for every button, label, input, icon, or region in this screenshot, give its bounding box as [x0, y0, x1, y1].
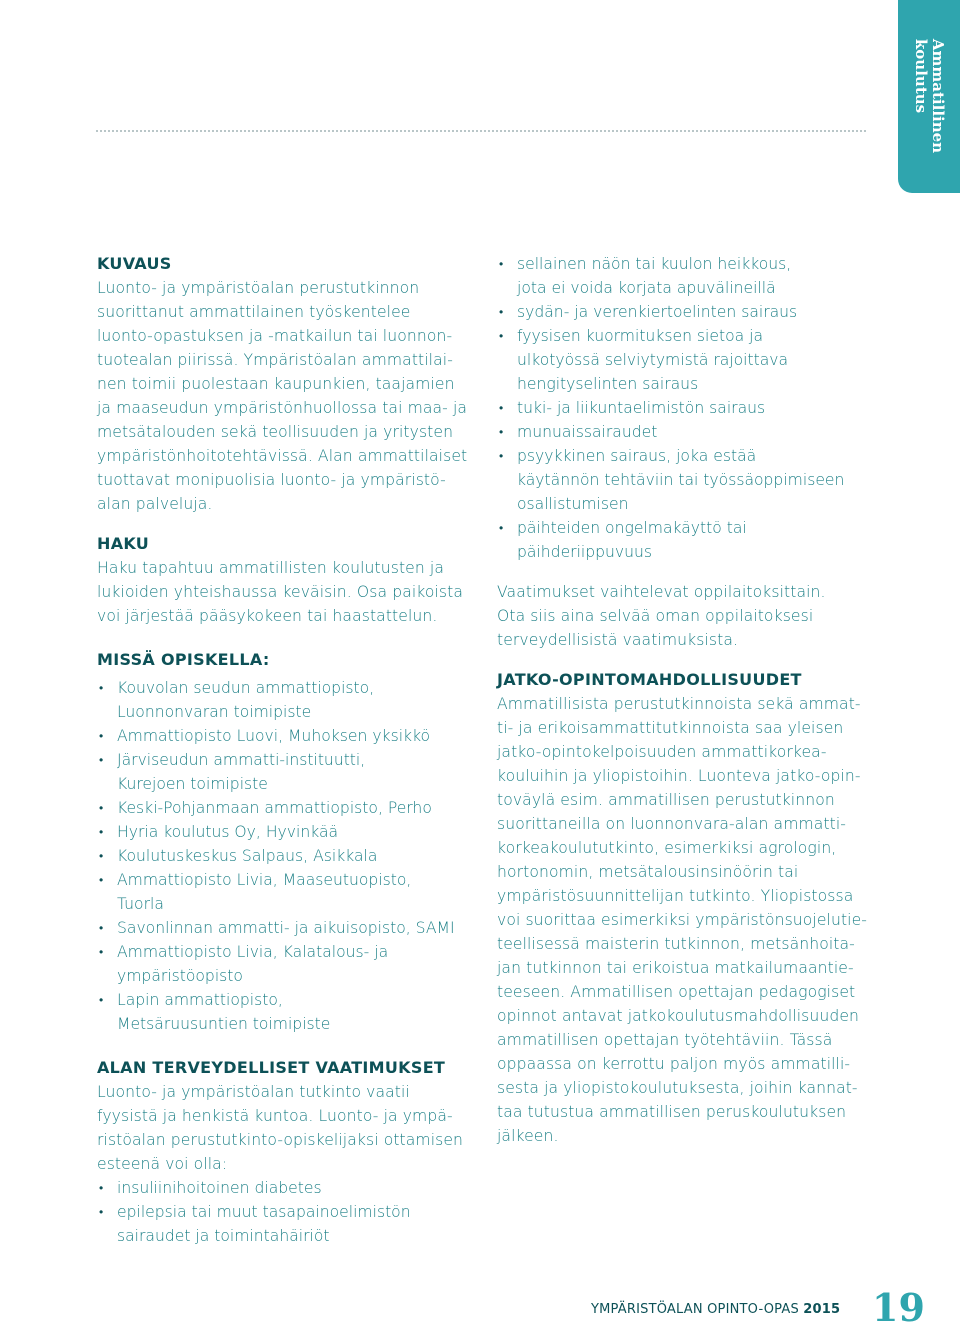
text-line: Ammatillisista perustutkinnoista sekä ammat- — [497, 695, 861, 713]
text-line: teeseen. Ammatillisen opettajan pedagogiset — [497, 983, 856, 1001]
list-item — [97, 724, 482, 748]
left-column — [97, 252, 482, 1248]
list-item — [97, 916, 482, 940]
list-item-line: Tuorla — [117, 895, 164, 913]
list-item-line: jota ei voida korjata apuvälineillä — [517, 279, 776, 297]
list-item-line: munuaissairaudet — [517, 423, 658, 441]
section-tab-line-1: Ammatillinen — [929, 38, 947, 154]
list-item-line: Luonnonvaran toimipiste — [117, 703, 312, 721]
text-line: Vaatimukset vaihtelevat oppilaitoksittain. — [497, 583, 826, 601]
list-item-line: ulkotyössä selviytymistä rajoittava — [517, 351, 789, 369]
terveys-heading: ALAN TERVEYDELLISET VAATIMUKSET — [97, 1058, 446, 1077]
footer-title-text: YMPÄRISTÖALAN OPINTO-OPAS — [591, 1302, 799, 1317]
missa-heading: MISSÄ OPISKELLA: — [97, 650, 270, 669]
text-line: suorittanut ammattilainen työskentelee — [97, 303, 411, 321]
list-item-line: sydän- ja verenkiertoelinten sairaus — [517, 303, 798, 321]
text-line: tuottavat monipuolisia luonto- ja ympäristö- — [97, 471, 446, 489]
text-line: suorittaneilla on luonnonvara-alan ammatti- — [497, 815, 847, 833]
list-item-line: insuliinihoitoinen diabetes — [117, 1179, 322, 1197]
text-line: Luonto- ja ympäristöalan perustutkinnon — [97, 279, 420, 297]
footer-year: 2015 — [803, 1302, 841, 1317]
terveys-list — [97, 1176, 482, 1248]
text-line: ristöalan perustutkinto-opiskelijaksi ottamisen — [97, 1131, 464, 1149]
terveys-text — [97, 1080, 482, 1176]
list-item-line: tuki- ja liikuntaelimistön sairaus — [517, 399, 766, 417]
haku-text — [97, 556, 482, 628]
text-line: voi suorittaa esimerkiksi ympäristönsuojelutie- — [497, 911, 868, 929]
list-item-line: ympäristöopisto — [117, 967, 243, 985]
list-item-line: Lapin ammattiopisto, — [117, 991, 283, 1009]
kuvaus-heading: KUVAUS — [97, 254, 172, 273]
section-tab — [898, 0, 960, 193]
text-line: ja maaseudun ympäristönhuollossa tai maa- ja — [97, 399, 468, 417]
text-line: ti- ja erikoisammattitutkinnoista saa yleisen — [497, 719, 844, 737]
list-item-line: sairaudet ja toimintahäiriöt — [117, 1227, 330, 1245]
haku-heading: HAKU — [97, 534, 150, 553]
list-item — [97, 748, 482, 796]
text-line: nen toimii puolestaan kaupunkien, taajamien — [97, 375, 455, 393]
list-item-line: epilepsia tai muut tasapainoelimistön — [117, 1203, 411, 1221]
text-line: opinnot antavat jatkokoulutusmahdollisuuden — [497, 1007, 859, 1025]
list-item — [97, 844, 482, 868]
text-line: toväylä esim. ammatillisen perustutkinnon — [497, 791, 835, 809]
list-item — [97, 940, 482, 988]
text-line: sesta ja yliopistokoulutuksesta, joihin kannat- — [497, 1079, 858, 1097]
kuvaus-text — [97, 276, 482, 516]
list-item-line: hengityselinten sairaus — [517, 375, 699, 393]
text-line: jatko-opintokelpoisuuden ammattikorkea- — [497, 743, 827, 761]
text-line: terveydellisistä vaatimuksista. — [497, 631, 739, 649]
list-item-line: Keski-Pohjanmaan ammattiopisto, Perho — [117, 799, 432, 817]
text-line: voi järjestää pääsykokeen tai haastattelun. — [97, 607, 438, 625]
text-line: kouluihin ja yliopistoihin. Luonteva jatko-opin- — [497, 767, 861, 785]
text-line: jan tutkinnon tai erikoistua matkailumaantie- — [497, 959, 854, 977]
health-conditions-list — [497, 252, 882, 564]
text-line: hortonomin, metsätalousinsinöörin tai — [497, 863, 799, 881]
list-item — [97, 1200, 482, 1248]
right-column — [497, 252, 882, 1148]
vaatimukset-text — [497, 580, 882, 652]
text-line: taa tutustua ammatillisen peruskoulutuksen — [497, 1103, 847, 1121]
list-item — [497, 324, 882, 396]
text-line: fyysistä ja henkistä kuntoa. Luonto- ja ympä- — [97, 1107, 453, 1125]
list-item-line: päihderiippuvuus — [517, 543, 653, 561]
text-line: Luonto- ja ympäristöalan tutkinto vaatii — [97, 1083, 410, 1101]
text-line: Ota siis aina selvää oman oppilaitoksesi — [497, 607, 814, 625]
footer-title — [591, 1301, 840, 1319]
list-item — [97, 820, 482, 844]
text-line: ammatillisen opettajan työtehtäviin. Tässä — [497, 1031, 833, 1049]
list-item-line: Kurejoen toimipiste — [117, 775, 268, 793]
text-line: ympäristönhoitotehtävissä. Alan ammattilaiset — [97, 447, 468, 465]
list-item — [497, 300, 882, 324]
list-item-line: Savonlinnan ammatti- ja aikuisopisto, SAMI — [117, 919, 455, 937]
list-item-line: psyykkinen sairaus, joka estää — [517, 447, 757, 465]
text-line: ympäristösuunnittelijan tutkinto. Yliopistossa — [497, 887, 854, 905]
text-line: lukioiden yhteishaussa keväisin. Osa paikoista — [97, 583, 464, 601]
list-item — [497, 444, 882, 516]
text-line: alan palveluja. — [97, 495, 213, 513]
jatko-heading: JATKO-OPINTOMAHDOLLISUUDET — [497, 670, 802, 689]
list-item-line: Hyria koulutus Oy, Hyvinkää — [117, 823, 339, 841]
list-item-line: Kouvolan seudun ammattiopisto, — [117, 679, 375, 697]
jatko-text — [497, 692, 882, 1148]
text-line: jälkeen. — [497, 1127, 559, 1145]
list-item-line: Ammattiopisto Luovi, Muhoksen yksikkö — [117, 727, 431, 745]
text-line: metsätalouden sekä teollisuuden ja yritysten — [97, 423, 454, 441]
list-item — [97, 796, 482, 820]
page-number: 19 — [872, 1285, 925, 1330]
list-item — [497, 420, 882, 444]
list-item — [497, 516, 882, 564]
header-divider — [96, 130, 866, 132]
text-line: teellisessä maisterin tutkinnon, metsänhoita- — [497, 935, 855, 953]
text-line: esteenä voi olla: — [97, 1155, 228, 1173]
text-line: tuotealan piirissä. Ympäristöalan ammattilai- — [97, 351, 453, 369]
text-line: Haku tapahtuu ammatillisten koulutusten ja — [97, 559, 444, 577]
section-tab-label — [912, 39, 946, 153]
list-item-line: Ammattiopisto Livia, Maaseutuopisto, — [117, 871, 412, 889]
list-item-line: päihteiden ongelmakäyttö tai — [517, 519, 747, 537]
list-item-line: Ammattiopisto Livia, Kalatalous- ja — [117, 943, 389, 961]
list-item — [97, 1176, 482, 1200]
list-item-line: Koulutuskeskus Salpaus, Asikkala — [117, 847, 378, 865]
list-item — [497, 396, 882, 420]
list-item-line: Järviseudun ammatti-instituutti, — [117, 751, 366, 769]
list-item-line: Metsäruusuntien toimipiste — [117, 1015, 331, 1033]
text-line: luonto-opastuksen ja -matkailun tai luonnon- — [97, 327, 453, 345]
list-item — [97, 676, 482, 724]
text-line: korkeakoulututkinto, esimerkiksi agrologin, — [497, 839, 837, 857]
school-list — [97, 676, 482, 1036]
list-item-line: käytännön tehtäviin tai työssäoppimiseen — [517, 471, 845, 489]
list-item — [97, 868, 482, 916]
list-item-line: osallistumisen — [517, 495, 629, 513]
list-item-line: fyysisen kuormituksen sietoa ja — [517, 327, 764, 345]
list-item — [97, 988, 482, 1036]
section-tab-line-2: koulutus — [912, 38, 930, 114]
list-item — [497, 252, 882, 300]
text-line: oppaassa on kerrottu paljon myös ammatilli- — [497, 1055, 851, 1073]
list-item-line: sellainen näön tai kuulon heikkous, — [517, 255, 792, 273]
